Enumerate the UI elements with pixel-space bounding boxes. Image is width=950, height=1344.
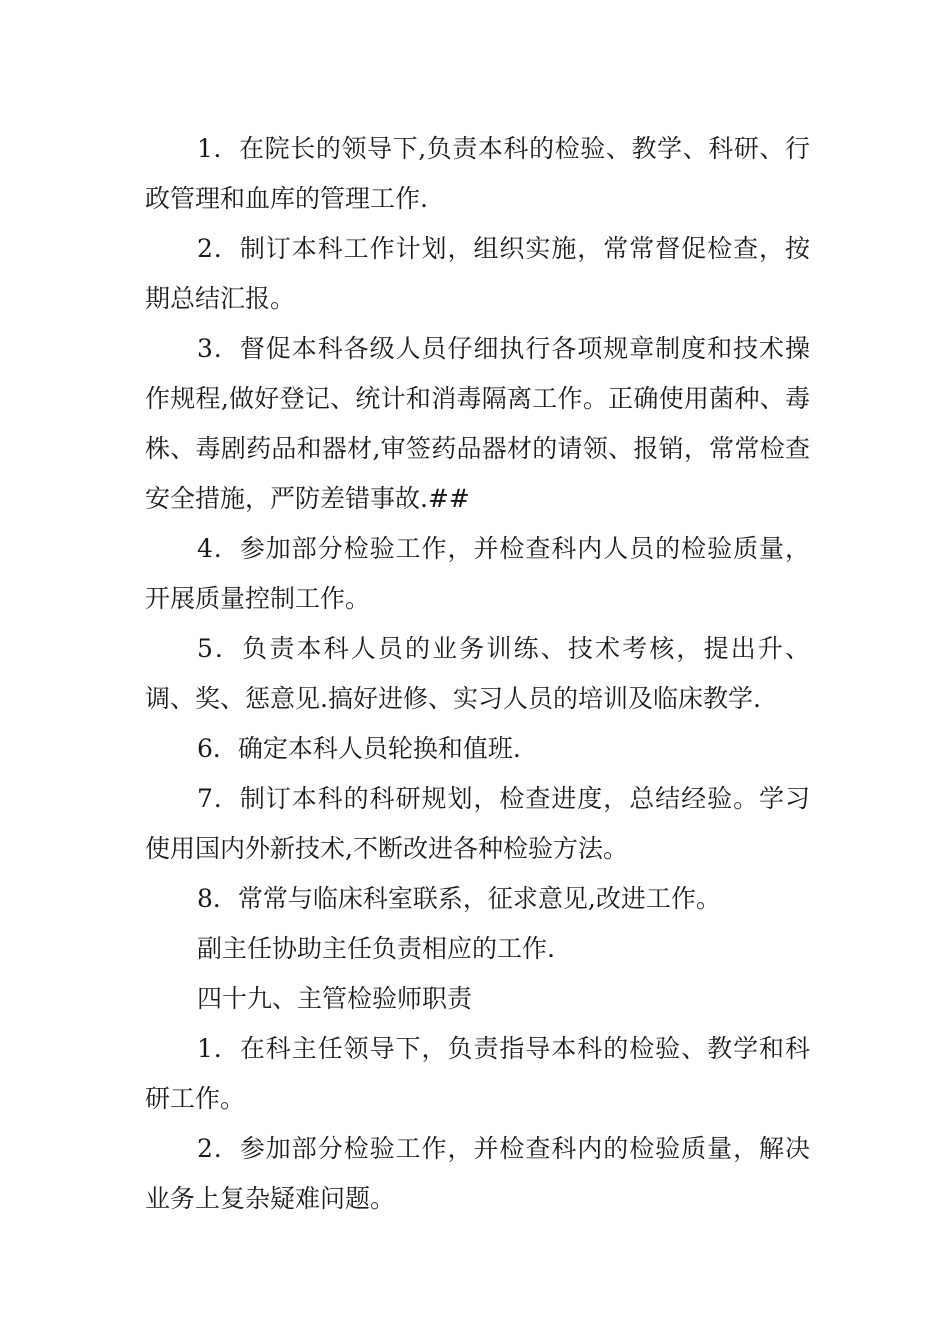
paragraph-3: 3．督促本科各级人员仔细执行各项规章制度和技术操作规程,做好登记、统计和消毒隔离工作。正确使用菌种、毒株、毒剧药品和器材,审签药品器材的请领、报销，常常检查安全措施，严防差错事故.## [145, 334, 810, 513]
document-body [145, 124, 810, 1224]
paragraph-8: 8．常常与临床科室联系，征求意见,改进工作。 [197, 884, 721, 913]
paragraph-7: 7．制订本科的科研规划，检查进度，总结经验。学习使用国内外新技术,不断改进各种检验方法。 [145, 784, 810, 863]
section-heading: 四十九、主管检验师职责 [197, 984, 473, 1013]
paragraph-2: 2．制订本科工作计划，组织实施，常常督促检查，按期总结汇报。 [145, 234, 810, 313]
paragraph-deputy-director: 副主任协助主任负责相应的工作. [197, 934, 555, 963]
paragraph-6: 6．确定本科人员轮换和值班. [197, 734, 521, 763]
paragraph-supervisor-1: 1．在科主任领导下，负责指导本科的检验、教学和科研工作。 [145, 1034, 810, 1113]
paragraph-1: 1．在院长的领导下,负责本科的检验、教学、科研、行政管理和血库的管理工作. [145, 134, 810, 213]
paragraph-5: 5．负责本科人员的业务训练、技术考核，提出升、调、奖、惩意见.搞好进修、实习人员的培训及临床教学. [145, 634, 810, 713]
paragraph-supervisor-2: 2．参加部分检验工作，并检查科内的检验质量，解决业务上复杂疑难问题。 [145, 1134, 810, 1213]
paragraph-4: 4．参加部分检验工作，并检查科内人员的检验质量，开展质量控制工作。 [145, 534, 810, 613]
